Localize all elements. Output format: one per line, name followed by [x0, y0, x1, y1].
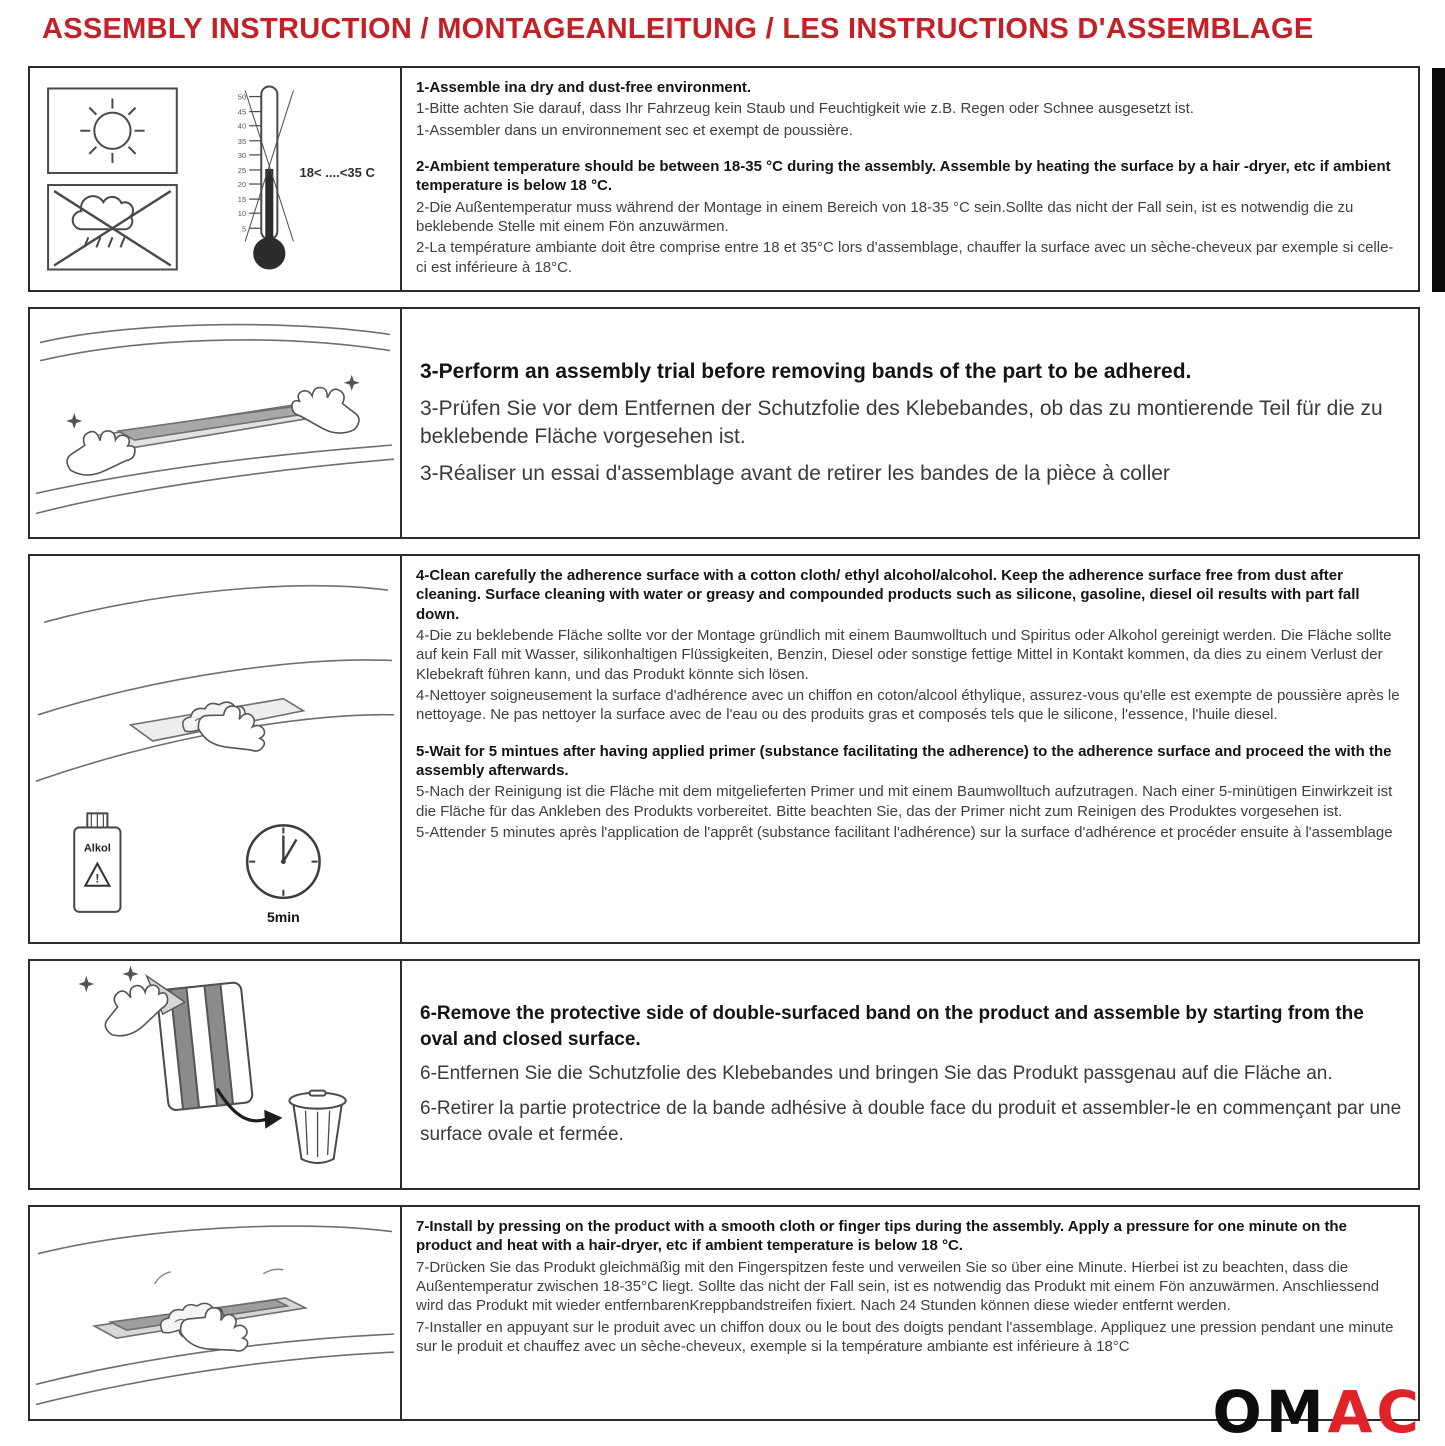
sparkle-icon [344, 375, 360, 391]
bottle-label: Alkol [83, 842, 111, 855]
remove-band-illustration [30, 961, 402, 1188]
trash-bin-icon [289, 1091, 345, 1163]
motion-line [263, 1269, 283, 1274]
sparkle-icon [122, 966, 138, 982]
svg-text:45: 45 [237, 107, 247, 117]
instruction-text: 5-Wait for 5 mintues after having applied primer (substance facilitating the adherence) to the adherence surface and proceed the with the assembly afterwards. [416, 742, 1392, 780]
step-text-3 [402, 309, 1418, 537]
motion-line [155, 1272, 171, 1284]
press-install-illustration [30, 1207, 402, 1419]
assembly-trial-illustration [30, 309, 402, 537]
svg-text:50: 50 [237, 92, 247, 102]
step-row-4-5 [28, 554, 1420, 944]
svg-text:20: 20 [237, 180, 247, 190]
step-text-4-5 [402, 556, 1418, 942]
alcohol-bottle-icon [74, 813, 120, 912]
environment-temperature-illustration [30, 68, 402, 290]
remove-band-svg [34, 965, 396, 1184]
instruction-text: 3-Prüfen Sie vor dem Entfernen der Schutzfolie des Klebebandes, ob das zu montierende Teil für die zu beklebende Fläche vorgesehen ist. [420, 397, 1383, 448]
instruction-text: 2-La température ambiante doit être comprise entre 18 et 35°C lors d'assemblage, chauffer la surface avec un sèche-cheveux par exemple si celle-ci est inférieure à 18°C. [416, 239, 1394, 276]
instruction-text: 7-Drücken Sie das Produkt gleichmäßig mit den Fingerspitzen feste und verweilen Sie so über eine Minute. Hierbei ist zu beachten, dass die Außentemperatur zwischen 18-35°C liegt. Sollte das nicht der Fall sein, ist es notwendig das Produkt mit einem Fön anzuwärmen. Anschliessend wird das Produkt mit wieder entfernbarenKreppbandstreifen fixiert. Nach 24 Stunden können diese wieder entfernt werden. [416, 1258, 1380, 1315]
omac-logo-black-part: OM [1212, 1378, 1328, 1446]
svg-text:5: 5 [241, 224, 247, 234]
instruction-text: 7-Installer en appuyant sur le produit avec un chiffon doux ou le bout des doigts pendant l'assemblage. Appliquez une pression pendant une minute sur le produit et chauffez avec un sèche-cheveux, exemple si la température ambiante est inférieure à 18°C [416, 1318, 1394, 1356]
environment-temperature-svg [34, 72, 396, 286]
svg-text:40: 40 [237, 121, 247, 131]
temp-range-label: 18< ....<35 C [299, 164, 375, 180]
sun-icon [80, 99, 144, 163]
instruction-text: 1-Bitte achten Sie darauf, dass Ihr Fahrzeug kein Staub und Feuchtigkeit wie z.B. Regen oder Schnee ausgesetzt ist. [416, 100, 1194, 118]
instruction-text: 2-Die Außentemperatur muss während der Montage in einem Bereich von 18-35 °C sein.Sollte das nicht der Fall sein, ist es notwendig die zu beklebende Stelle mit einem Fön anzuwärmen. [416, 198, 1354, 236]
instruction-text: 4-Nettoyer soigneusement la surface d'adhérence avec un chiffon en coton/alcool éthylique, assurez-vous qu'elle est exempte de poussière après le nettoyage. Ne pas nettoyer la surface avec de l'eau ou des produits gras et composés tels que le silicone, l'essence, l'huile diesel. [416, 687, 1400, 724]
page-title: ASSEMBLY INSTRUCTION / MONTAGEANLEITUNG / LES INSTRUCTIONS D'ASSEMBLAGE [42, 13, 1314, 45]
instruction-text: 3-Perform an assembly trial before removing bands of the part to be adhered. [420, 360, 1192, 384]
svg-text:35: 35 [237, 136, 247, 146]
svg-text:25: 25 [237, 165, 247, 175]
instruction-text: 1-Assembler dans un environnement sec et exempt de poussière. [416, 121, 853, 139]
instruction-text: 6-Retirer la partie protectrice de la bande adhésive à double face du produit et assembler-le en commençant par une surface ovale et fermée. [420, 1097, 1402, 1145]
step-row-1-2 [28, 66, 1420, 292]
svg-text:30: 30 [237, 150, 247, 160]
svg-text:15: 15 [237, 195, 247, 205]
instruction-text: 7-Install by pressing on the product with a smooth cloth or finger tips during the assembly. Apply a pressure for one minute on the product and heat with a hair-dryer, etc if ambient temperature is below 18 °C. [416, 1218, 1347, 1255]
clock-icon [247, 825, 319, 925]
instruction-text: 3-Réaliser un essai d'assemblage avant de retirer les bandes de la pièce à coller [420, 461, 1170, 485]
step-row-7 [28, 1205, 1420, 1421]
arrow-head [264, 1110, 282, 1129]
thermometer-icon [245, 86, 293, 268]
clean-surface-svg [34, 560, 396, 938]
clean-surface-illustration [30, 556, 402, 942]
paragraph-gap [416, 727, 1402, 742]
assembly-trial-svg [34, 313, 396, 533]
instruction-text: 4-Die zu beklebende Fläche sollte vor der Montage gründlich mit einem Baumwolltuch und Spiritus oder Alkohol gereinigt werden. Die Fläche sollte auf kein Fall mit Wasser, silikonhaltigen Flüssigkeiten, Benzin, Diesel oder sonstige fettige Mittel in Kontakt kommen, da dies zu einem Verlust der Klebekraft führen kann, und das Produkt könnte sich lösen. [416, 627, 1392, 683]
svg-text:!: ! [95, 871, 100, 886]
surface-sketch [36, 586, 394, 781]
step-row-6 [28, 959, 1420, 1190]
omac-logo-red-part: AC [1327, 1378, 1423, 1446]
print-marker-bar [1432, 68, 1445, 292]
instruction-text: 1-Assemble ina dry and dust-free environment. [416, 79, 752, 96]
instruction-text: 5-Attender 5 minutes après l'application de l'apprêt (substance facilitant l'adhérence) sur la surface d'adhérence et procéder ensuite à l'assemblage [416, 824, 1393, 842]
step-text-1-2 [402, 68, 1418, 290]
instruction-text: 6-Remove the protective side of double-surfaced band on the product and assemble by starting from the oval and closed surface. [420, 1003, 1364, 1051]
sparkle-icon [66, 413, 82, 429]
step-text-6 [402, 961, 1418, 1188]
step-row-3 [28, 307, 1420, 539]
right-hand-icon [288, 380, 365, 438]
instruction-rows [28, 66, 1420, 1421]
svg-text:10: 10 [237, 209, 247, 219]
omac-logo [1212, 1378, 1423, 1446]
instruction-text: 2-Ambient temperature should be between 18-35 °C during the assembly. Assemble by heating the surface by a hair -dryer, etc if ambient temperature is below 18 °C. [416, 158, 1391, 195]
no-rain-icon [54, 191, 171, 265]
sparkle-icon [78, 976, 94, 992]
instruction-text: 6-Entfernen Sie die Schutzfolie des Klebebandes und bringen Sie das Produkt passgenau auf die Fläche an. [420, 1063, 1333, 1085]
press-install-svg [34, 1211, 396, 1415]
clock-label: 5min [266, 908, 300, 925]
thermometer-scale [238, 93, 246, 234]
instruction-text: 4-Clean carefully the adherence surface with a cotton cloth/ ethyl alcohol/alcohol. Keep the adherence surface free from dust after cleaning. Surface cleaning with water or greasy and compounded products such as silicone, gasoline, diesel oil results with part fall down. [416, 567, 1360, 623]
instruction-text: 5-Nach der Reinigung ist die Fläche mit dem mitgelieferten Primer und mit einem Baumwolltuch aufzutragen. Nach einer 5-minütigen Einwirkzeit ist die Fläche für das Ankleben des Produkts vorbereitet. Bitte beachten Sie, das der Primer nicht zum Reinigen des Produktes vorgesehen ist. [416, 783, 1393, 820]
paragraph-gap [416, 142, 1402, 157]
